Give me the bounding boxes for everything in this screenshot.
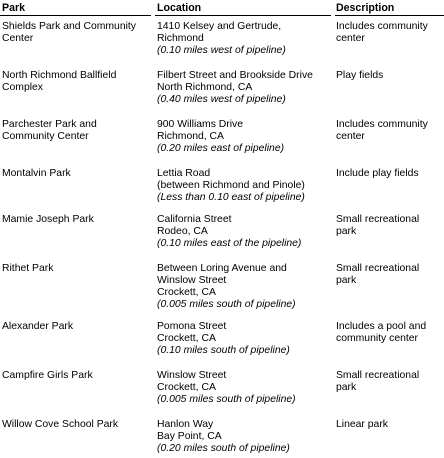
location-line: Crockett, CA [157, 333, 216, 344]
location-line: Filbert Street and Brookside Drive [157, 70, 313, 81]
location-line: Between Loring Avenue and [157, 263, 287, 274]
description-cell [336, 370, 442, 394]
distance-note: (0.005 miles south of pipeline) [157, 299, 296, 310]
park-name-cell [2, 214, 150, 226]
description-text: Small recreational park [336, 370, 420, 393]
location-line: Richmond [157, 33, 204, 44]
location-line: Crockett, CA [157, 287, 216, 298]
header-divider [0, 15, 444, 16]
park-name: Shields Park and Community Center [2, 21, 136, 44]
description-text: Includes community center [336, 119, 428, 142]
column-header-description: Description [336, 2, 395, 14]
distance-note: (Less than 0.10 east of pipeline) [157, 192, 305, 203]
distance-note: (0.40 miles west of pipeline) [157, 94, 286, 105]
location-cell [157, 119, 332, 155]
location-line: Pomona Street [157, 321, 227, 332]
park-name: North Richmond Ballfield Complex [2, 70, 117, 93]
park-name-cell [2, 370, 150, 382]
description-cell [336, 70, 442, 82]
park-name: Alexander Park [2, 321, 74, 332]
location-cell [157, 70, 332, 106]
park-name-cell [2, 263, 150, 275]
location-line: Crockett, CA [157, 382, 216, 393]
distance-note: (0.10 miles south of pipeline) [157, 345, 290, 356]
location-cell [157, 168, 332, 204]
distance-note: (0.20 miles east of pipeline) [157, 143, 285, 154]
location-line: 1410 Kelsey and Gertrude, [157, 21, 282, 32]
park-name-cell [2, 21, 150, 45]
distance-note: (0.10 miles west of pipeline) [157, 45, 286, 56]
description-cell [336, 21, 442, 45]
park-name: Campfire Girls Park [2, 370, 93, 381]
park-name: Montalvin Park [2, 168, 71, 179]
description-cell [336, 321, 442, 345]
location-line: 900 Williams Drive [157, 119, 244, 130]
table-header [0, 0, 444, 16]
location-cell [157, 419, 332, 455]
distance-note: (0.10 miles east of the pipeline) [157, 238, 302, 249]
park-name-cell [2, 419, 150, 431]
location-line: North Richmond, CA [157, 82, 253, 93]
park-name: Parchester Park and Community Center [2, 119, 97, 142]
location-line: California Street [157, 214, 232, 225]
description-text: Play fields [336, 70, 384, 81]
column-header-park: Park [2, 2, 25, 14]
description-text: Linear park [336, 419, 388, 430]
description-cell [336, 419, 442, 431]
description-cell [336, 119, 442, 143]
column-header-location: Location [157, 2, 202, 14]
park-name: Willow Cove School Park [2, 419, 119, 430]
description-text: Includes community center [336, 21, 428, 44]
location-line: Winslow Street [157, 275, 227, 286]
location-line: (between Richmond and Pinole) [157, 180, 305, 191]
location-line: Richmond, CA [157, 131, 224, 142]
location-cell [157, 21, 332, 57]
description-cell [336, 168, 442, 180]
location-cell [157, 263, 332, 311]
description-text: Small recreational park [336, 263, 420, 286]
description-cell [336, 263, 442, 287]
location-line: Rodeo, CA [157, 226, 208, 237]
distance-note: (0.005 miles south of pipeline) [157, 394, 296, 405]
park-name-cell [2, 70, 150, 94]
location-line: Winslow Street [157, 370, 227, 381]
location-cell [157, 370, 332, 406]
park-name-cell [2, 119, 150, 143]
park-name: Rithet Park [2, 263, 54, 274]
park-name-cell [2, 321, 150, 333]
location-line: Bay Point, CA [157, 431, 222, 442]
distance-note: (0.20 miles south of pipeline) [157, 443, 290, 454]
description-text: Small recreational park [336, 214, 420, 237]
park-name: Mamie Joseph Park [2, 214, 94, 225]
location-cell [157, 321, 332, 357]
location-line: Hanlon Way [157, 419, 214, 430]
location-line: Lettia Road [157, 168, 211, 179]
park-name-cell [2, 168, 150, 180]
description-cell [336, 214, 442, 238]
description-text: Includes a pool and community center [336, 321, 427, 344]
description-text: Include play fields [336, 168, 419, 179]
location-cell [157, 214, 332, 250]
